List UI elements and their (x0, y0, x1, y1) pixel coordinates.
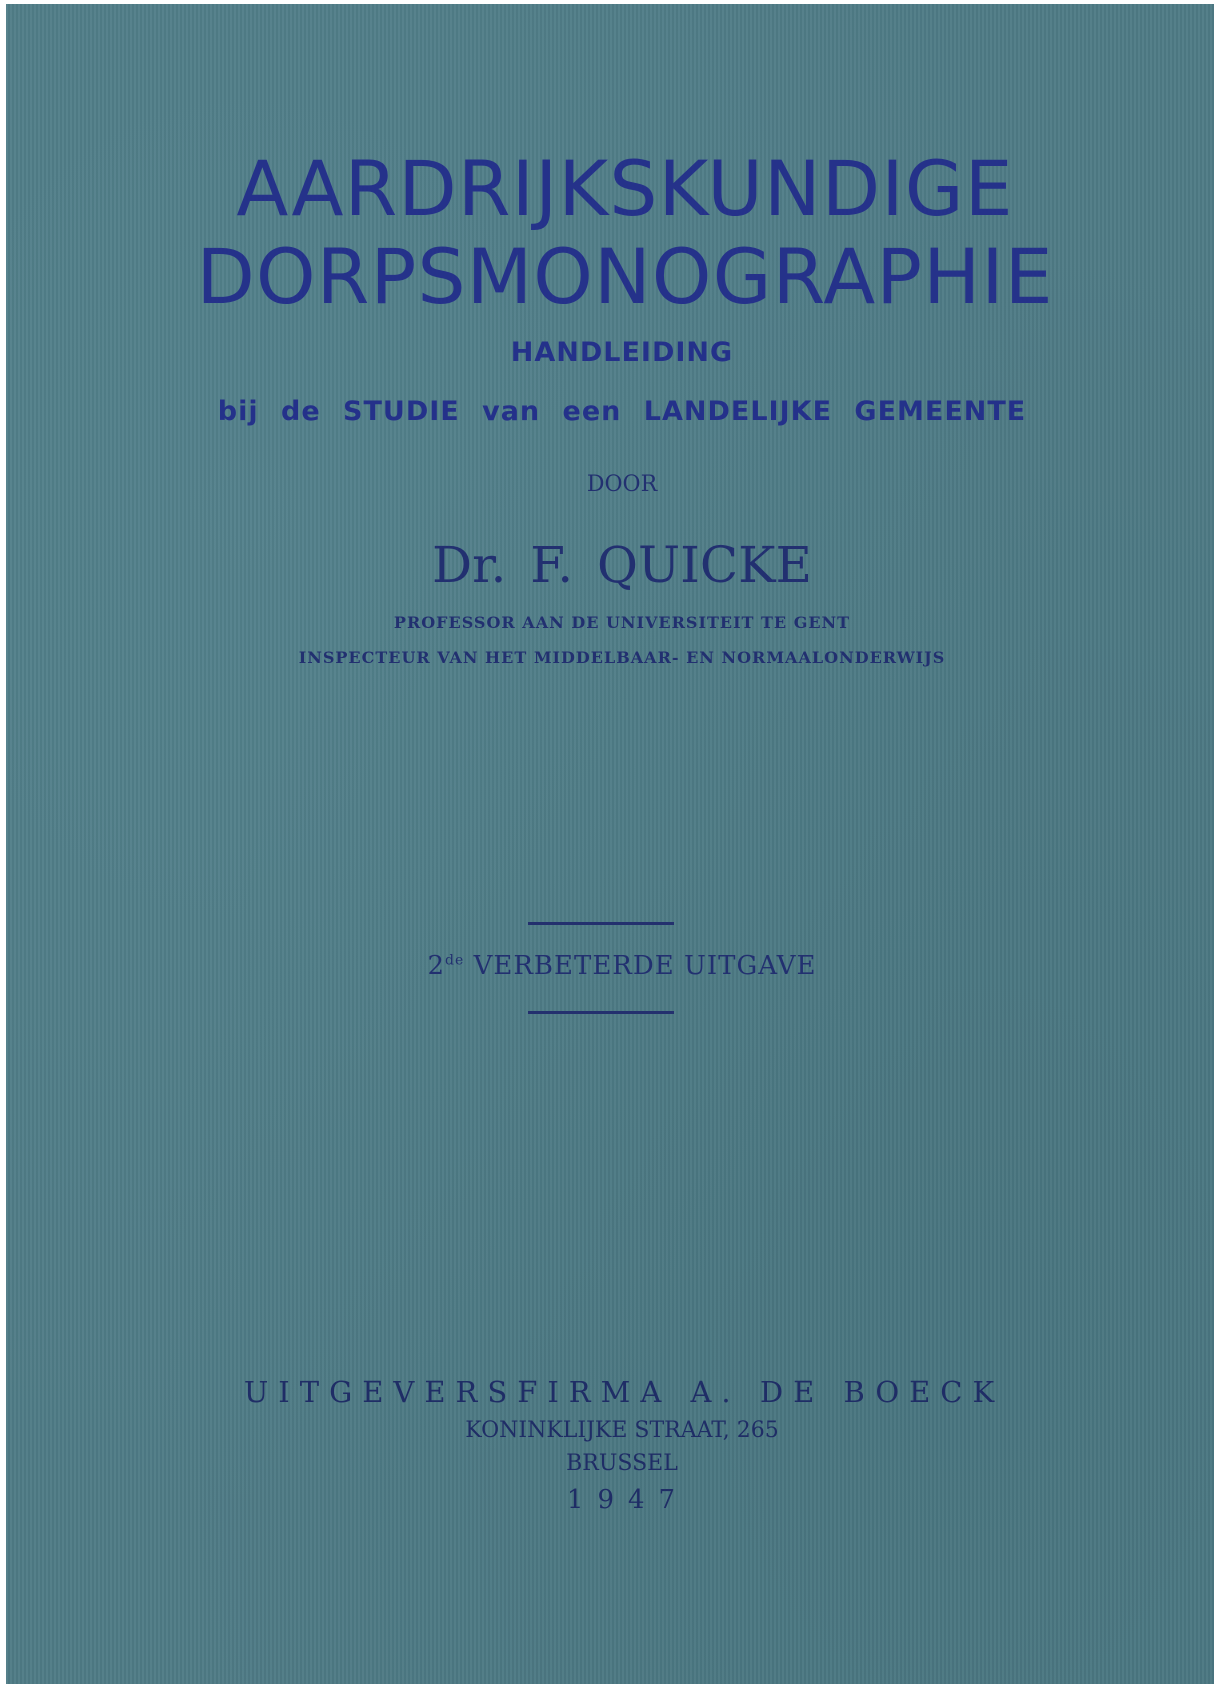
title-line-1: AARDRIJKSKUNDIGE (236, 144, 1014, 233)
publisher-city: BRUSSEL (566, 1451, 678, 1476)
publisher-address: KONINKLIJKE STRAAT, 265 (465, 1418, 779, 1443)
edition-number: 2 (427, 951, 446, 981)
edition-text: VERBETERDE UITGAVE (473, 951, 817, 981)
author-role-2: INSPECTEUR VAN HET MIDDELBAAR- EN NORMAALONDERWIJS (298, 648, 946, 667)
subtitle-line-1: HANDLEIDING (510, 337, 734, 368)
subtitle-line-2: bij de STUDIE van een LANDELIJKE GEMEENTE (217, 396, 1027, 427)
title-line-2: DORPSMONOGRAPHIE (196, 232, 1054, 321)
publication-year: 1947 (566, 1485, 690, 1515)
by-label: DOOR (586, 472, 658, 497)
edition-label (18, 951, 1214, 981)
book-cover (6, 4, 1214, 1684)
author-role-1: PROFESSOR AAN DE UNIVERSITEIT TE GENT (393, 613, 851, 632)
divider-bottom (528, 1011, 674, 1014)
author-name: Dr. F. QUICKE (432, 536, 812, 594)
divider-top (528, 922, 674, 925)
publisher-name: UITGEVERSFIRMA A. DE BOECK (243, 1375, 1005, 1409)
edition-suffix: de (445, 952, 465, 969)
